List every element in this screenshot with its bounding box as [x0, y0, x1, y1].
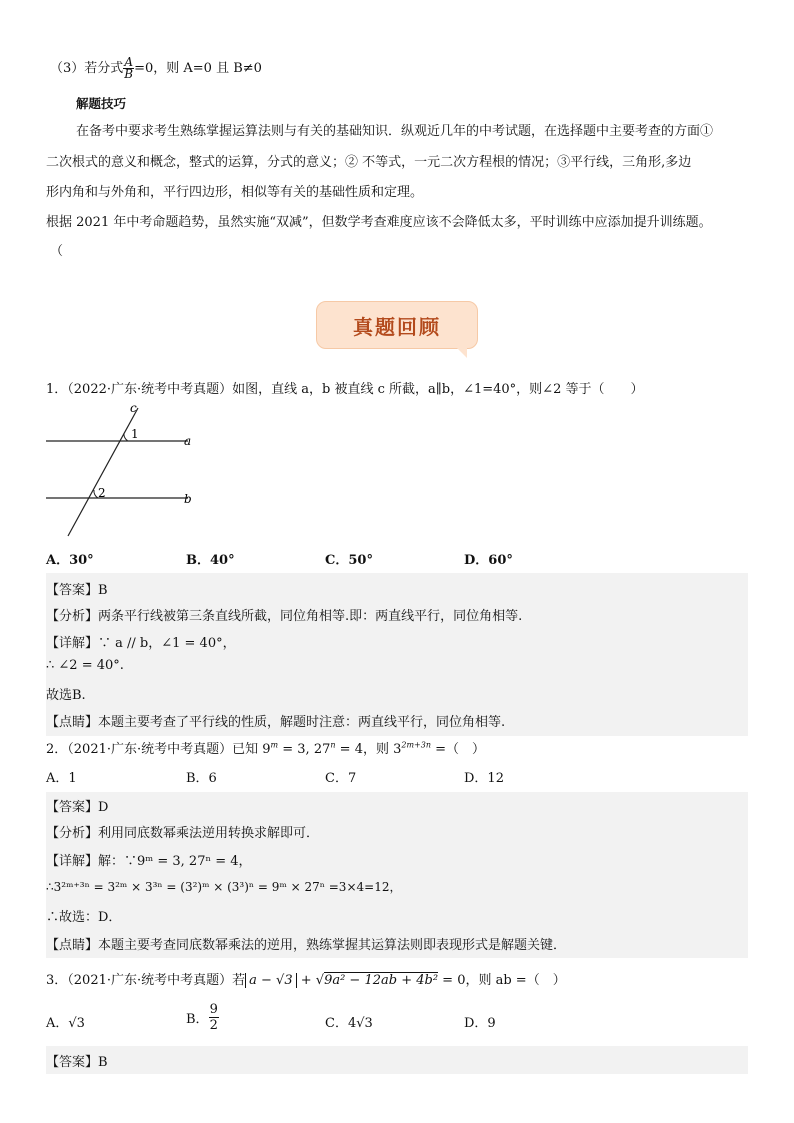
q2-stem-mid2: = 4，则 3	[335, 742, 402, 757]
paragraph-line-4: 根据 2021 年中考命题趋势，虽然实施“双减”，但数学考查难度应该不会降低太多，平时训练中应添加提升训练题。	[46, 215, 712, 230]
q3-option-b-fraction	[209, 1002, 219, 1033]
q3-option-d: D．9	[464, 1016, 496, 1031]
q2-comment: 【点睛】本题主要考查同底数幂乘法的逆用，熟练掌握其运算法则即表现形式是解题关键．	[46, 938, 567, 953]
q2-exp-2m3n: 2m+3n	[401, 740, 431, 750]
q2-stem-mid1: = 3, 27	[278, 742, 331, 757]
q2-detail-1: 【详解】解：∵9ᵐ = 3, 27ⁿ = 4，	[46, 854, 252, 869]
q2-stem-prefix: 2．（2021·广东·统考中考真题）已知 9	[46, 742, 271, 757]
fraction-denominator: 2	[209, 1018, 218, 1033]
q2-answer: 【答案】D	[46, 800, 109, 815]
q3-option-c: C．4√3	[325, 1016, 373, 1031]
title-bubble-tail	[455, 346, 467, 358]
label-2: 2	[98, 486, 106, 500]
paragraph-line-3: 形内角和与外角和，平行四边形，相似等有关的基础性质和定理。	[46, 185, 424, 200]
q2-option-c: C．7	[325, 771, 357, 786]
q1-option-b: B．40°	[186, 553, 235, 568]
q2-option-b: B．6	[186, 771, 217, 786]
q2-stem	[46, 738, 485, 757]
q2-option-d: D．12	[464, 771, 504, 786]
q3-plus: +	[296, 973, 316, 988]
q2-stem-suffix: =（ ）	[431, 742, 486, 757]
fraction-numerator: A	[124, 55, 134, 69]
q3-option-b-prefix: B．	[186, 1012, 209, 1027]
item3-fraction	[123, 57, 134, 80]
q1-detail-3: 故选B.	[46, 688, 86, 703]
q1-comment: 【点睛】本题主要考查了平行线的性质，解题时注意：两直线平行，同位角相等.	[46, 715, 506, 730]
q1-detail-2: ∴ ∠2 = 40°.	[46, 658, 124, 673]
q2-exp-n: n	[330, 740, 336, 750]
q1-option-a: A．30°	[46, 553, 94, 568]
q2-exp-m: m	[270, 740, 279, 750]
q2-detail-3: ∴故选：D．	[46, 910, 122, 925]
paragraph-line-5: （	[50, 244, 64, 259]
q3-sqrt-radicand: 9a² − 12ab + 4b²	[324, 973, 439, 988]
q3-sqrt-sign: √	[315, 973, 325, 988]
paragraph-line-2: 二次根式的意义和概念，整式的运算，分式的意义；② 不等式，一元二次方程根的情况；③平行线，三角形,多边	[46, 155, 692, 170]
q3-stem	[46, 969, 566, 988]
q1-stem: 1．（2022·广东·统考中考真题）如图，直线 a，b 被直线 c 所截，a∥b，∠1=40°，则∠2 等于（ ）	[46, 382, 644, 397]
label-1: 1	[131, 427, 139, 441]
q3-solution-panel	[46, 1046, 748, 1074]
q3-stem-suffix: = 0，则 ab =（ ）	[438, 973, 566, 988]
q2-detail-2: ∴3²ᵐ⁺³ⁿ = 3²ᵐ × 3³ⁿ = (3²)ᵐ × (3³)ⁿ = 9ᵐ × 27ⁿ =3×4=12，	[46, 880, 402, 894]
item3-line	[50, 57, 262, 80]
item3-prefix: （3）若分式	[50, 61, 124, 76]
paragraph-line-1: 在备考中要求考生熟练掌握运算法则与有关的基础知识．纵观近几年的中考试题，在选择题中主要考查的方面①	[76, 124, 714, 139]
tips-heading: 解题技巧	[76, 96, 127, 111]
q1-option-c: C．50°	[325, 553, 373, 568]
label-a: a	[184, 434, 192, 448]
fraction-numerator: 9	[209, 1002, 218, 1017]
item3-suffix: =0，则 A=0 且 B≠0	[134, 61, 262, 76]
q2-option-a: A．1	[46, 771, 77, 786]
section-title-box	[316, 301, 478, 349]
q1-answer: 【答案】B	[46, 583, 108, 598]
label-c: c	[130, 401, 137, 415]
q1-option-d: D．60°	[464, 553, 513, 568]
label-b: b	[184, 492, 192, 506]
q3-stem-prefix: 3．（2021·广东·统考中考真题）若	[46, 973, 246, 988]
section-title: 真题回顾	[353, 315, 441, 339]
fraction-denominator: B	[124, 67, 134, 81]
q3-option-a: A．√3	[46, 1016, 85, 1031]
q1-analysis: 【分析】两条平行线被第三条直线所截，同位角相等.即：两直线平行，同位角相等.	[46, 609, 523, 624]
q1-detail-1: 【详解】∵ a // b，∠1 = 40°，	[46, 636, 236, 651]
q3-answer: 【答案】B	[46, 1055, 108, 1070]
q3-option-b	[186, 1002, 219, 1033]
q1-figure	[46, 400, 198, 540]
q3-abs-expression: a − √3	[245, 973, 296, 988]
q2-analysis: 【分析】利用同底数幂乘法逆用转换求解即可．	[46, 826, 320, 841]
